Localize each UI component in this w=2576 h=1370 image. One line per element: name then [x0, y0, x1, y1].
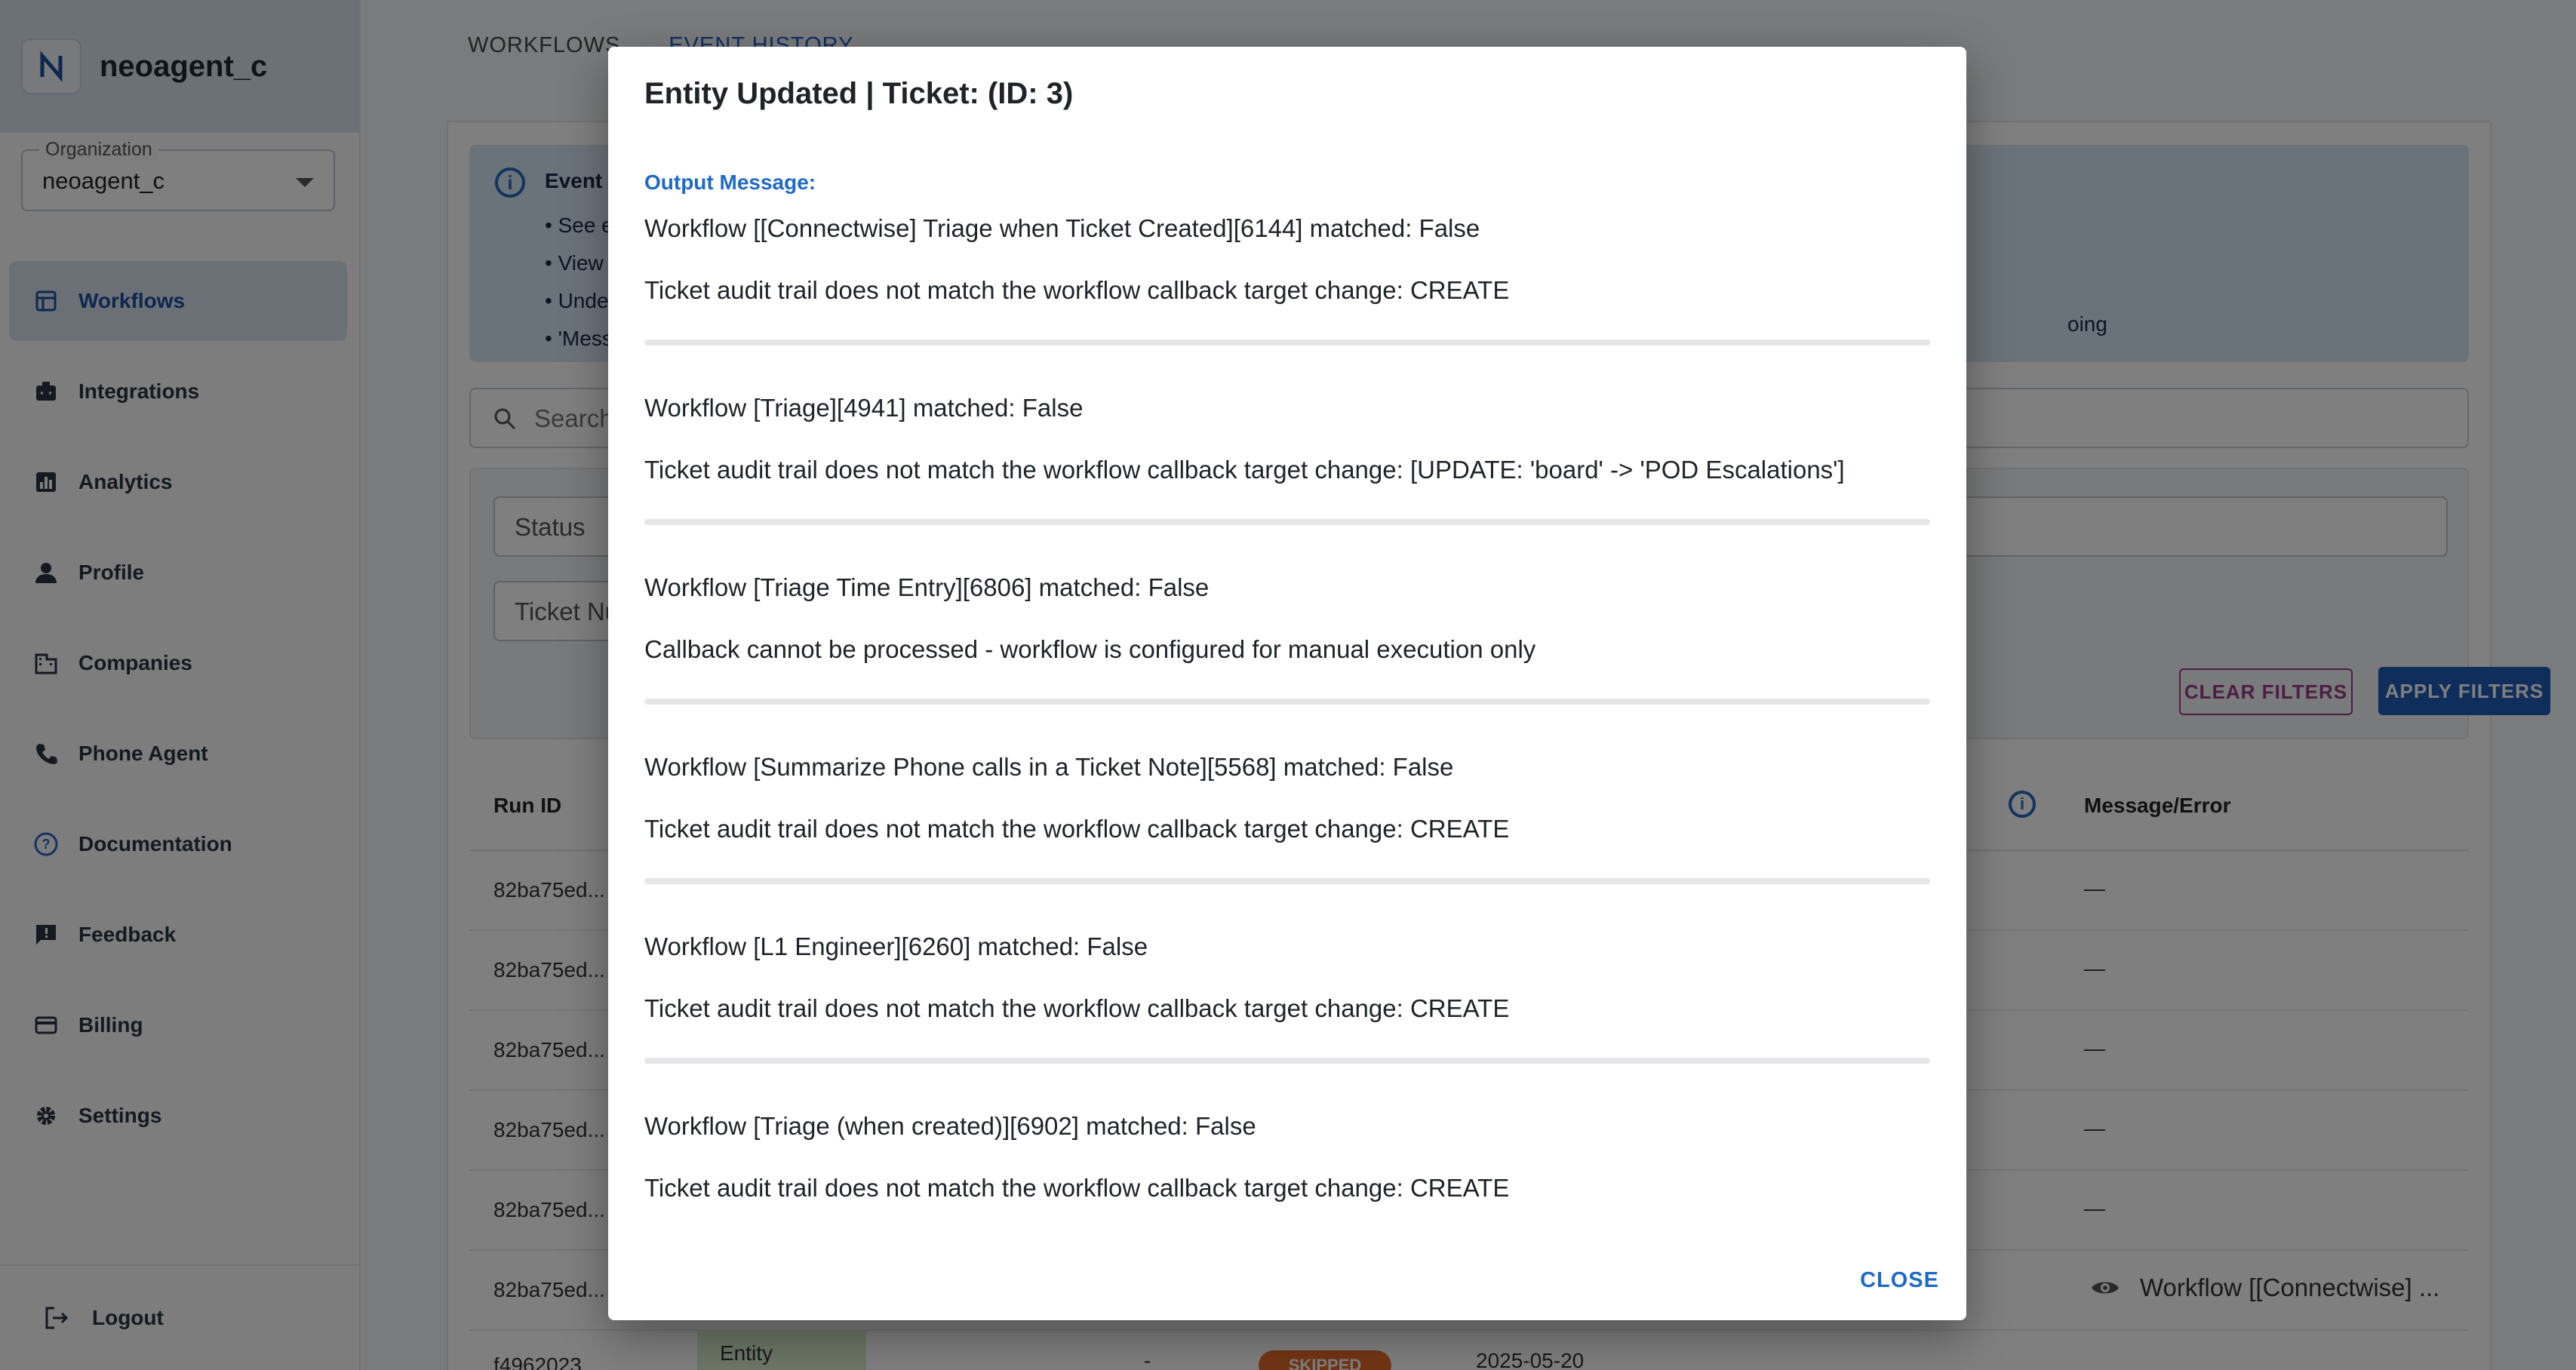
list-item [644, 391, 1930, 570]
divider [644, 1058, 1930, 1064]
divider [644, 339, 1930, 346]
close-button[interactable]: CLOSE [1860, 1268, 1939, 1292]
workflow-match-title: Workflow [[Connectwise] Triage when Ticket Created][6144] matched: False [644, 214, 1480, 242]
divider [644, 519, 1930, 525]
list-item [644, 1109, 1930, 1289]
workflow-match-title: Workflow [L1 Engineer][6260] matched: False [644, 932, 1148, 960]
workflow-match-reason: Ticket audit trail does not match the workflow callback target change: CREATE [644, 994, 1510, 1022]
list-item [644, 750, 1930, 929]
workflow-match-reason: Ticket audit trail does not match the workflow callback target change: CREATE [644, 276, 1510, 304]
list-item [644, 211, 1930, 391]
output-message-list [644, 211, 1930, 1289]
dialog-title: Entity Updated | Ticket: (ID: 3) [644, 77, 1074, 110]
divider [644, 878, 1930, 884]
output-message-label: Output Message: [644, 170, 816, 194]
event-detail-dialog [608, 47, 1966, 1320]
divider [644, 699, 1930, 705]
workflow-match-title: Workflow [Triage][4941] matched: False [644, 394, 1084, 422]
workflow-match-title: Workflow [Triage (when created)][6902] matched: False [644, 1112, 1256, 1140]
workflow-match-title: Workflow [Summarize Phone calls in a Ticket Note][5568] matched: False [644, 753, 1454, 781]
workflow-match-reason: Ticket audit trail does not match the workflow callback target change: CREATE [644, 815, 1510, 843]
workflow-match-reason: Ticket audit trail does not match the workflow callback target change: CREATE [644, 1174, 1510, 1202]
list-item [644, 929, 1930, 1109]
list-item [644, 570, 1930, 750]
workflow-match-title: Workflow [Triage Time Entry][6806] matched: False [644, 573, 1210, 601]
workflow-match-reason: Callback cannot be processed - workflow is configured for manual execution only [644, 635, 1536, 663]
workflow-match-reason: Ticket audit trail does not match the workflow callback target change: [UPDATE: 'board' -> 'POD Escalations'] [644, 456, 1845, 484]
